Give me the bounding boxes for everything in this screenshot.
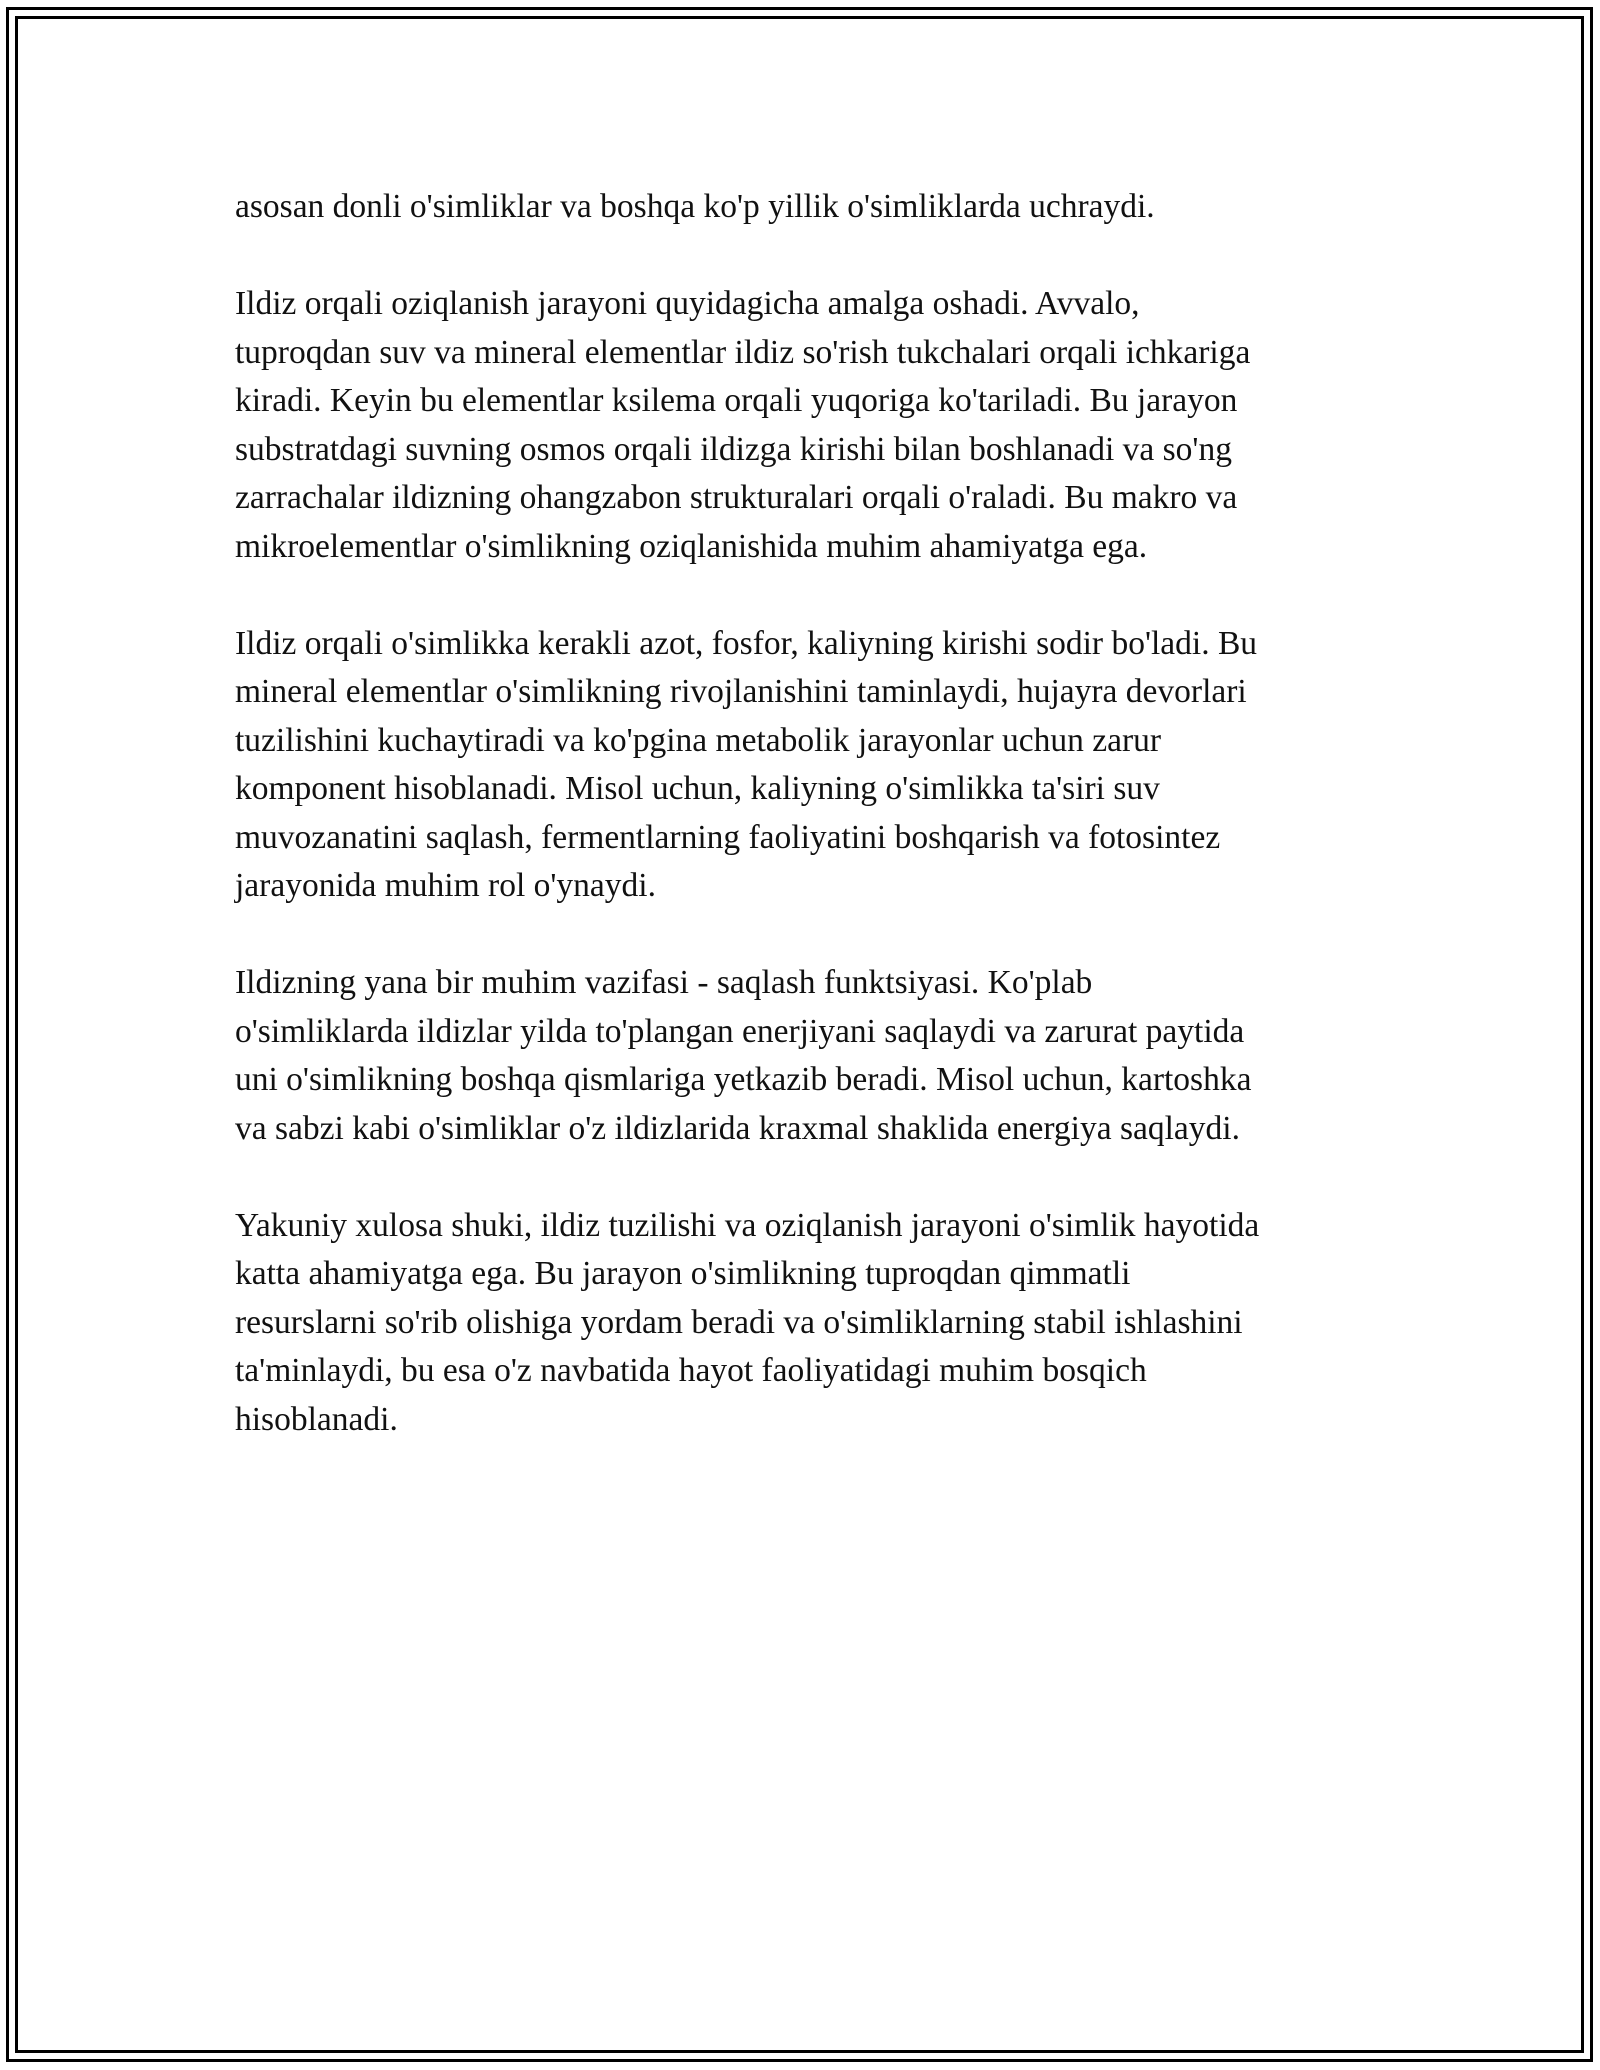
paragraph-4 — [235, 959, 1375, 1153]
paragraph-3 — [235, 620, 1375, 911]
text-line: kiradi. Keyin bu elementlar ksilema orqali yuqoriga ko'tariladi. Bu jarayon — [235, 382, 1238, 419]
text-line: mineral elementlar o'simlikning rivojlanishini taminlaydi, hujayra devorlari — [235, 673, 1247, 710]
text-line: Ildiz orqali oziqlanish jarayoni quyidagicha amalga oshadi. Avvalo, — [235, 285, 1140, 322]
text-line: muvozanatini saqlash, fermentlarning faoliyatini boshqarish va fotosintez — [235, 818, 1221, 856]
text-line: substratdagi suvning osmos orqali ildizga kirishi bilan boshlanadi va so'ng — [235, 430, 1232, 468]
text-line: asosan donli o'simliklar va boshqa ko'p yillik o'simliklarda uchraydi. — [235, 188, 1155, 225]
paragraph-1 — [235, 183, 1375, 232]
text-line: uni o'simlikning boshqa qismlariga yetkazib beradi. Misol uchun, kartoshka — [235, 1061, 1252, 1098]
text-line: zarrachalar ildizning ohangzabon strukturalari orqali o'raladi. Bu makro va — [235, 479, 1238, 516]
text-line: o'simliklarda ildizlar yilda to'plangan enerjiyani saqlaydi va zarurat paytida — [235, 1012, 1245, 1050]
text-line: komponent hisoblanadi. Misol uchun, kaliyning o'simlikka ta'siri suv — [235, 770, 1160, 807]
document-body — [235, 183, 1375, 1493]
text-line: tuzilishini kuchaytiradi va ko'pgina metabolik jarayonlar uchun zarur — [235, 721, 1162, 759]
text-line: ta'minlaydi, bu esa o'z navbatida hayot faoliyatidagi muhim bosqich — [235, 1352, 1147, 1389]
text-line: resurslarni so'rib olishiga yordam beradi va o'simliklarning stabil ishlashini — [235, 1303, 1243, 1341]
paragraph-5 — [235, 1202, 1375, 1445]
text-line: Ildiz orqali o'simlikka kerakli azot, fosfor, kaliyning kirishi sodir bo'ladi. Bu — [235, 624, 1258, 662]
paragraph-2 — [235, 280, 1375, 571]
text-line: mikroelementlar o'simlikning oziqlanishida muhim ahamiyatga ega. — [235, 527, 1148, 565]
text-line: va sabzi kabi o'simliklar o'z ildizlarida kraxmal shaklida energiya saqlaydi. — [235, 1109, 1240, 1147]
text-line: katta ahamiyatga ega. Bu jarayon o'simlikning tuproqdan qimmatli — [235, 1255, 1131, 1292]
text-line: Ildizning yana bir muhim vazifasi - saqlash funktsiyasi. Ko'plab — [235, 964, 1093, 1001]
text-line: Yakuniy xulosa shuki, ildiz tuzilishi va oziqlanish jarayoni o'simlik hayotida — [235, 1206, 1260, 1244]
text-line: jarayonida muhim rol o'ynaydi. — [235, 867, 656, 904]
text-line: tuproqdan suv va mineral elementlar ildiz so'rish tukchalari orqali ichkariga — [235, 333, 1251, 371]
text-line: hisoblanadi. — [235, 1400, 398, 1438]
